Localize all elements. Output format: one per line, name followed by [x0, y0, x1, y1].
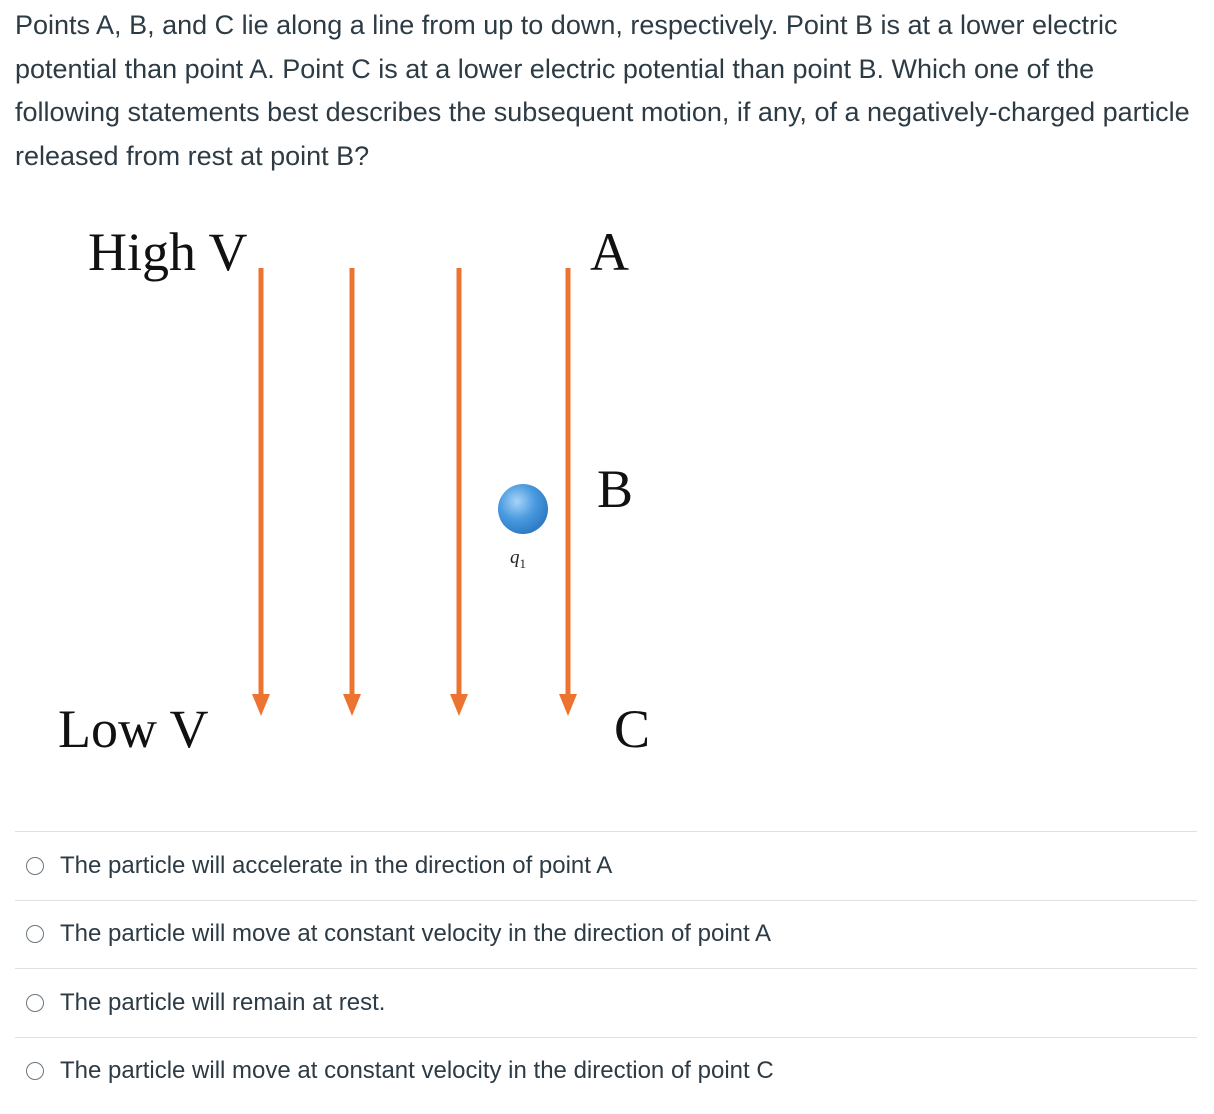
arrow-down-icon	[343, 694, 361, 716]
point-a-label: A	[590, 222, 629, 282]
radio-button-icon[interactable]	[26, 857, 44, 875]
answer-option-1[interactable]	[15, 831, 1197, 900]
field-line	[559, 268, 577, 716]
answer-option-4[interactable]	[15, 1037, 1197, 1106]
electric-field-figure	[0, 200, 1214, 780]
field-line	[252, 268, 270, 716]
answer-option-3[interactable]	[15, 968, 1197, 1037]
radio-button-icon[interactable]	[26, 925, 44, 943]
field-line	[343, 268, 361, 716]
arrow-down-icon	[559, 694, 577, 716]
question-text: Points A, B, and C lie along a line from up to down, respectively. Point B is at a lower electric potential than point A. Point C is at a lower electric potential than point B. Which one of the following statements best describes the subsequent motion, if any, of a negatively-charged particle released from rest at point B?	[15, 10, 1190, 171]
field-line	[450, 268, 468, 716]
answer-label: The particle will move at constant velocity in the direction of point A	[60, 920, 772, 948]
arrow-down-icon	[252, 694, 270, 716]
arrow-down-icon	[450, 694, 468, 716]
high-potential-label: High V	[88, 222, 248, 282]
radio-button-icon[interactable]	[26, 994, 44, 1012]
answer-label: The particle will move at constant velocity in the direction of point C	[60, 1057, 774, 1085]
point-b-label: B	[597, 459, 634, 519]
low-potential-label: Low V	[58, 699, 209, 759]
point-c-label: C	[614, 699, 651, 759]
answer-option-2[interactable]	[15, 900, 1197, 969]
charge-sphere-icon	[498, 484, 548, 534]
answer-label: The particle will remain at rest.	[60, 988, 386, 1016]
charge-label: $q_1$	[510, 547, 526, 571]
radio-button-icon[interactable]	[26, 1062, 44, 1080]
answer-label: The particle will accelerate in the direction of point A	[60, 851, 613, 879]
answer-list	[15, 831, 1197, 1105]
